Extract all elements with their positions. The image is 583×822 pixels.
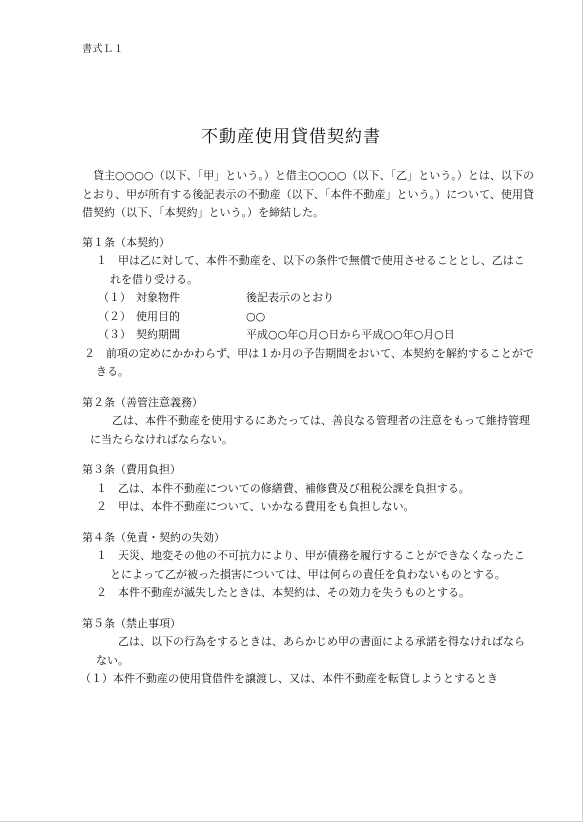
item-value: 平成○○年○月○日から平成○○年○月○日 (246, 328, 455, 341)
item-value: ○○ (246, 309, 266, 323)
article-1-title: 第１条（本契約） (82, 235, 170, 249)
document-body (82, 167, 534, 689)
article-1-clause-1: １ 甲は乙に対して、本件不動産を、以下の条件で無償で使用させることとし、乙はこれを借り受ける。 (96, 254, 525, 286)
article-3-clause-2: ２ 甲は、本件不動産について、いかなる費用をも負担しない。 (96, 500, 415, 513)
article-5-item-1: （１）本件不動産の使用貸借件を譲渡し、又は、本件不動産を転貸しようとするとき (80, 672, 498, 685)
article-2-text: 乙は、本件不動産を使用するにあたっては、善良なる管理者の注意をもって維持管理に当たらなければならない。 (90, 414, 530, 446)
article-1-item-3 (82, 326, 534, 345)
article-1-item-2 (82, 308, 534, 327)
item-label: 使用目的 (136, 309, 180, 323)
article-5-text: 乙は、以下の行為をするときは、あらかじめ甲の書面による承諾を得なければならない。 (96, 635, 525, 667)
article-4-clause-1: １ 天災、地変その他の不可抗力により、甲が債務を履行することができなくなったことによって乙が被った損害については、甲は何らの責任を負わないものとする。 (96, 549, 525, 581)
item-label: 対象物件 (136, 291, 180, 304)
document-title: 不動産使用貸借契約書 (201, 127, 381, 147)
article-5-title: 第５条（禁止事項） (82, 616, 181, 630)
article-4-clause-2: ２ 本件不動産が滅失したときは、本契約は、その効力を失うものとする。 (96, 586, 470, 599)
item-label: 契約期間 (136, 328, 180, 341)
preamble: 貸主○○○○（以下、「甲」という。）と借主○○○○（以下、「乙」という。）とは、以下のとおり、甲が所有する後記表示の不動産（以下、「本件不動産」という。）について、使用貸借契約（以下、「本契約」という。）を締結した。 (82, 169, 534, 219)
item-number: （２） (98, 309, 131, 323)
item-number: （３） (98, 328, 131, 341)
article-3-clause-1: １ 乙は、本件不動産についての修繕費、補修費及び租税公課を負担する。 (96, 481, 470, 495)
article-4-title: 第４条（免責・契約の失効） (82, 530, 225, 544)
article-1-clause-2: ２ 前項の定めにかかわらず、甲は１か月の予告期間をおいて、本契約を解約することができる。 (84, 346, 534, 378)
item-number: （１） (98, 291, 131, 304)
article-1-item-1 (82, 289, 534, 308)
article-3-title: 第３条（費用負担） (82, 463, 181, 476)
item-value: 後記表示のとおり (246, 291, 334, 304)
form-number: 書式Ｌ１ (82, 44, 124, 55)
article-2-title: 第２条（善管注意義務） (82, 395, 203, 409)
